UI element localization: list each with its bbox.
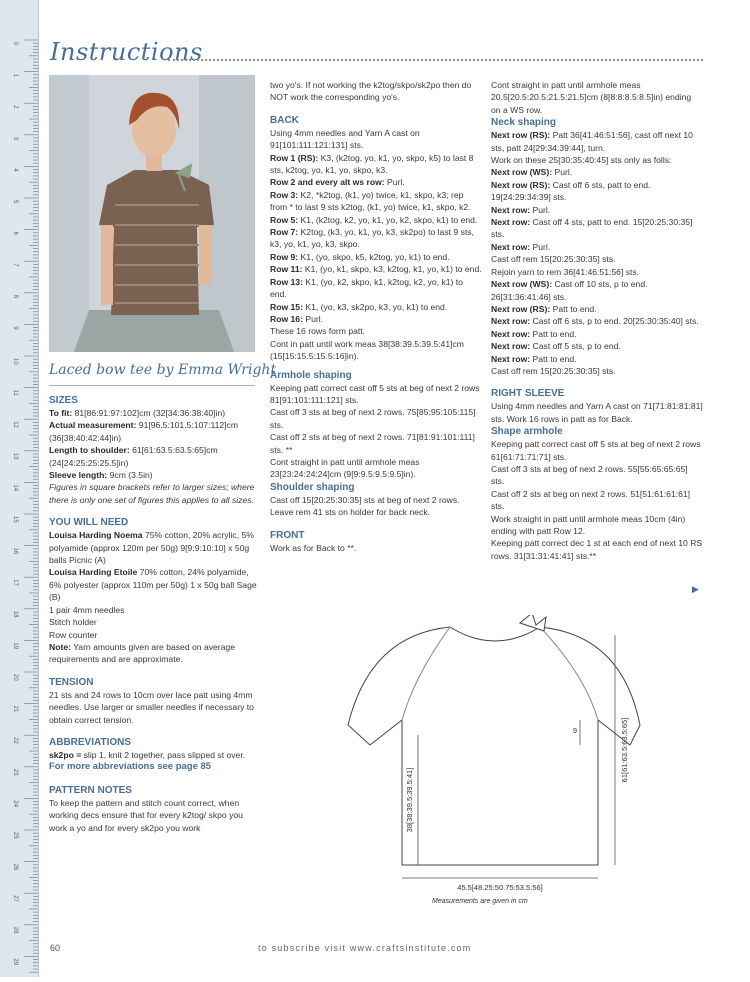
- sizes-note: Figures in square brackets refer to larger sizes; where there is only one set of figures this applies to all sizes.: [49, 482, 255, 505]
- subscribe-url[interactable]: to subscribe visit www.craftsinstitute.com: [258, 943, 472, 953]
- neck-row: Next row: Cast off 4 sts, patt to end. 15[20:25:30:35] sts.: [491, 217, 693, 240]
- width-measurement: 45.5[48.25:50.75:53.5:56]: [457, 883, 543, 892]
- back-heading: BACK: [270, 114, 299, 126]
- ruler-label: 28: [12, 926, 18, 934]
- ruler-label: 18: [12, 610, 18, 618]
- neck-row: Next row (RS): Cast off 6 sts, patt to end. 19[24:29:34:39] sts.: [491, 179, 651, 203]
- pattern-row: Row 1 (RS): K3, (k2tog, yo, k1, yo, skpo, k5) to last 8 sts, k2tog, yo, k1, yo, skpo, k3.: [270, 152, 474, 176]
- back-armhole-heading: Armhole shaping: [270, 369, 352, 381]
- ruler-label: 20: [12, 674, 18, 681]
- neck-row: Next row: Purl.: [491, 241, 551, 252]
- ruler-label: 11: [12, 389, 18, 396]
- pattern-row: Row 11: K1, (yo, k1, skpo, k3, k2tog, k1, yo, k1) to end.: [270, 264, 482, 275]
- ruler-label: 1: [12, 73, 18, 77]
- pattern-row: Row 3: K2, *k2tog, (k1, yo) twice, k1, skpo, k3; rep from * to last 9 sts k2tog, (k1, yo) twice, k1, skpo, k2.: [270, 189, 471, 213]
- sleeve-armhole-text: Keeping patt correct cast off 5 sts at beg of next 2 rows 61[61:71:71:71] sts.: [491, 439, 701, 462]
- measurements-note: Measurements are given in cm: [432, 898, 528, 905]
- abbreviation-item: sk2po = slip 1, knit 2 together, pass slipped st over.: [49, 749, 246, 760]
- back-armhole-text: Keeping patt correct cast off 5 sts at beg of next 2 rows 81[91:101:111:121] sts.: [270, 382, 480, 405]
- back-armhole-text: Cast off 3 sts at beg of next 2 rows. 75[85:95:105:115] sts.: [270, 407, 476, 430]
- caption-rule: [49, 385, 255, 386]
- ruler-label: 2: [12, 105, 18, 109]
- tension-heading: TENSION: [49, 676, 94, 688]
- neck-row: Next row (WS): Cast off 10 sts, p to end. 26[31:36:41:46] sts.: [491, 279, 648, 302]
- column-middle: [270, 79, 482, 554]
- material-item: 1 pair 4mm needles: [49, 604, 125, 615]
- neck-row: Rejoin yarn to rem 36[41:46:51:56] sts.: [491, 266, 640, 277]
- ruler-label: 27: [12, 895, 18, 902]
- page-number: 60: [50, 943, 61, 953]
- material-item: Stitch holder: [49, 617, 97, 628]
- ruler-label: 14: [12, 484, 18, 492]
- neck-row: Next row (WS): Purl.: [491, 167, 573, 178]
- pattern-row: Row 16: Purl.: [270, 313, 324, 324]
- column-left: [49, 394, 259, 834]
- pattern-notes-cont: two yo's. If not working the k2tog/skpo/sk2po then do NOT work the corresponding yo's.: [270, 80, 472, 103]
- sleeve-armhole-text: Cast off 3 sts at beg of next 2 rows. 55[55:65:65:65] sts.: [491, 463, 688, 487]
- front-text: Work as for Back to **.: [270, 542, 357, 553]
- ruler-label: 9: [12, 326, 18, 330]
- tension-text: 21 sts and 24 rows to 10cm over lace patt using 4mm needles. Use larger or smaller needles if necessary to obtain correct tension.: [49, 689, 254, 725]
- ruler-label: 5: [12, 200, 18, 204]
- neck-row: Next row: Purl.: [491, 204, 551, 215]
- ruler-label: 26: [12, 863, 18, 871]
- ruler-label: 19: [12, 642, 18, 650]
- side-measurement: 38[38:39.5:39.5:41]: [405, 767, 414, 833]
- neck-row: Next row (RS): Patt 36[41:46:51:56], cast off next 10 sts, patt 24[29:34:39:44], turn.: [491, 130, 693, 153]
- ruler-label: 17: [12, 579, 18, 586]
- sleeve-armhole-text: Cast off 2 sts at beg on next 2 rows. 51[51:61:61:61] sts.: [491, 488, 691, 512]
- ruler-label: 6: [12, 231, 18, 235]
- ruler-label: 23: [12, 768, 18, 776]
- model-photo: [49, 75, 255, 352]
- ruler-label: 8: [12, 294, 18, 299]
- neck-row: Work on these 25[30:35:40:45] sts only as folls:: [491, 155, 672, 166]
- yarn-a: Louisa Harding Noema 75% cotton, 20% acrylic, 5% polyamide (approx 120m per 50g) 9[9:9:10:10] x 50g balls Picnic (A): [49, 530, 254, 566]
- length-measurement: 61[61:63.5:63.5:65]: [620, 717, 629, 783]
- right-sleeve-text: Using 4mm needles and Yarn A cast on 71[71:81:81:81] sts. Work 16 rows in patt as for Back.: [491, 401, 703, 424]
- pattern-notes-text: To keep the pattern and stitch count correct, when working decs ensure that for every k2tog/ skpo you work a yo and for every sk2po you work: [49, 797, 243, 833]
- front-heading: FRONT: [270, 529, 305, 541]
- title-divider: [168, 59, 703, 61]
- neck-row: Next row (RS): Patt to end.: [491, 303, 597, 314]
- ruler-label: 12: [12, 421, 18, 428]
- material-item: Row counter: [49, 629, 98, 640]
- ruler-label: 0: [12, 42, 18, 46]
- ruler-label: 29: [12, 958, 18, 966]
- pattern-notes-heading: PATTERN NOTES: [49, 784, 132, 796]
- back-armhole-text: Cont straight in patt until armhole meas 23[23:24:24:24]cm (9[9:9.5:9.5:9.5]in).: [270, 456, 420, 480]
- abbreviations-heading: ABBREVIATIONS: [49, 736, 132, 748]
- ruler-label: 10: [12, 358, 18, 365]
- size-line: Actual measurement: 91[96.5:101.5:107:112]cm (36[38:40:42:44]in): [49, 420, 239, 443]
- pattern-row: Row 7: K2tog, (k3, yo, k1, yo, k3, sk2po) to last 9 sts, k3, yo, k1, yo, k3, skpo.: [270, 227, 474, 250]
- ruler-ticks: [0, 0, 38, 977]
- ruler-label: 3: [12, 136, 18, 141]
- column-right: [491, 79, 703, 562]
- pattern-row: Row 5: K1, (k2tog, k2, yo, k1, yo, k2, skpo, k1) to end.: [270, 214, 478, 225]
- more-abbreviations-link[interactable]: For more abbreviations see page 85: [49, 761, 212, 773]
- ruler-label: 7: [12, 263, 18, 267]
- continue-arrow-icon: ▶: [692, 584, 699, 594]
- pattern-caption: Laced bow tee by Emma Wright: [49, 362, 277, 378]
- ruler-label: 25: [12, 832, 18, 839]
- yarn-note: Note: Yarn amounts given are based on average requirements and are approximate.: [49, 641, 235, 665]
- neck-heading: Neck shaping: [491, 117, 557, 129]
- neck-row: Next row: Cast off 6 sts, p to end. 20[25:30:35:40] sts.: [491, 316, 699, 327]
- front-cont: Cont straight in patt until armhole meas 20.5[20.5:20.5:21.5:21.5]cm (8[8:8:8.5:8.5]in) ending on a WS row.: [491, 80, 692, 115]
- right-sleeve-heading: RIGHT SLEEVE: [491, 388, 565, 400]
- you-will-need-heading: YOU WILL NEED: [49, 517, 129, 529]
- size-line: Length to shoulder: 61[61:63.5:63.5:65]cm (24[24:25:25:25.5]in): [49, 445, 218, 468]
- ruler-label: 22: [12, 737, 18, 744]
- back-text: Cont in patt until work meas 38[38:39.5:39.5:41]cm (15[15:15.5:15.5:16]in).: [270, 338, 464, 362]
- yarn-b: Louisa Harding Etoile 70% cotton, 24% polyamide, 6% polyester (approx 110m per 50g) 1 x 50g ball Sage (B): [49, 567, 257, 603]
- shoulder-text: Cast off 15[20:25:30:35] sts at beg of next 2 rows. Leave rem 41 sts on holder for back neck.: [270, 494, 460, 518]
- sleeve-armhole-heading: Shape armhole: [491, 426, 563, 438]
- neck-row: Next row: Cast off 5 sts, p to end.: [491, 341, 621, 352]
- ruler-label: 15: [12, 516, 18, 523]
- neck-row: Cast off rem 15[20:25:30:35] sts.: [491, 254, 616, 265]
- ruler-label: 21: [12, 705, 18, 713]
- ruler-label: 16: [12, 547, 18, 555]
- back-armhole-text: Cast off 2 sts at beg of next 2 rows. 71[81:91:101:111] sts. **: [270, 432, 475, 455]
- neck-row: Cast off rem 15[20:25:30:35] sts.: [491, 365, 616, 376]
- sizes-heading: SIZES: [49, 395, 78, 406]
- size-line: Sleeve length: 9cm (3.5in): [49, 470, 153, 481]
- sleeve-armhole-text: Keeping patt correct dec 1 st at each end of next 10 RS rows. 31[31:31:41:41] sts.**: [491, 538, 703, 561]
- sleeve-measurement: 9: [572, 726, 578, 735]
- ruler-label: 13: [12, 452, 18, 460]
- neck-row: Next row: Patt to end.: [491, 328, 577, 339]
- pattern-row: Row 13: K1, (yo, k2, skpo, k1, k2tog, k2, yo, k1) to end.: [270, 276, 463, 300]
- shoulder-heading: Shoulder shaping: [270, 481, 355, 493]
- back-cast-on: Using 4mm needles and Yarn A cast on 91[101:111:121:131] sts.: [270, 127, 420, 151]
- pattern-row: Row 15: K1, (yo, k3, sk2po, k3, yo, k1) to end.: [270, 301, 448, 312]
- back-text: These 16 rows form patt.: [270, 326, 366, 337]
- ruler-label: 24: [12, 800, 18, 808]
- pattern-row: Row 9: K1, (yo, skpo, k5, k2tog, yo, k1) to end.: [270, 251, 450, 262]
- neck-row: Next row: Patt to end.: [491, 353, 577, 364]
- ruler-label: 4: [12, 168, 18, 172]
- sleeve-armhole-text: Work straight in patt until armhole meas 10cm (4in) ending with patt Row 12.: [491, 513, 686, 536]
- garment-schematic: [340, 615, 650, 915]
- page-title: Instructions: [50, 38, 203, 66]
- measuring-ruler: [0, 0, 39, 977]
- size-line: To fit: 81[86:91:97:102]cm (32[34:36:38:40]in): [49, 408, 226, 418]
- pattern-row: Row 2 and every alt ws row: Purl.: [270, 177, 405, 188]
